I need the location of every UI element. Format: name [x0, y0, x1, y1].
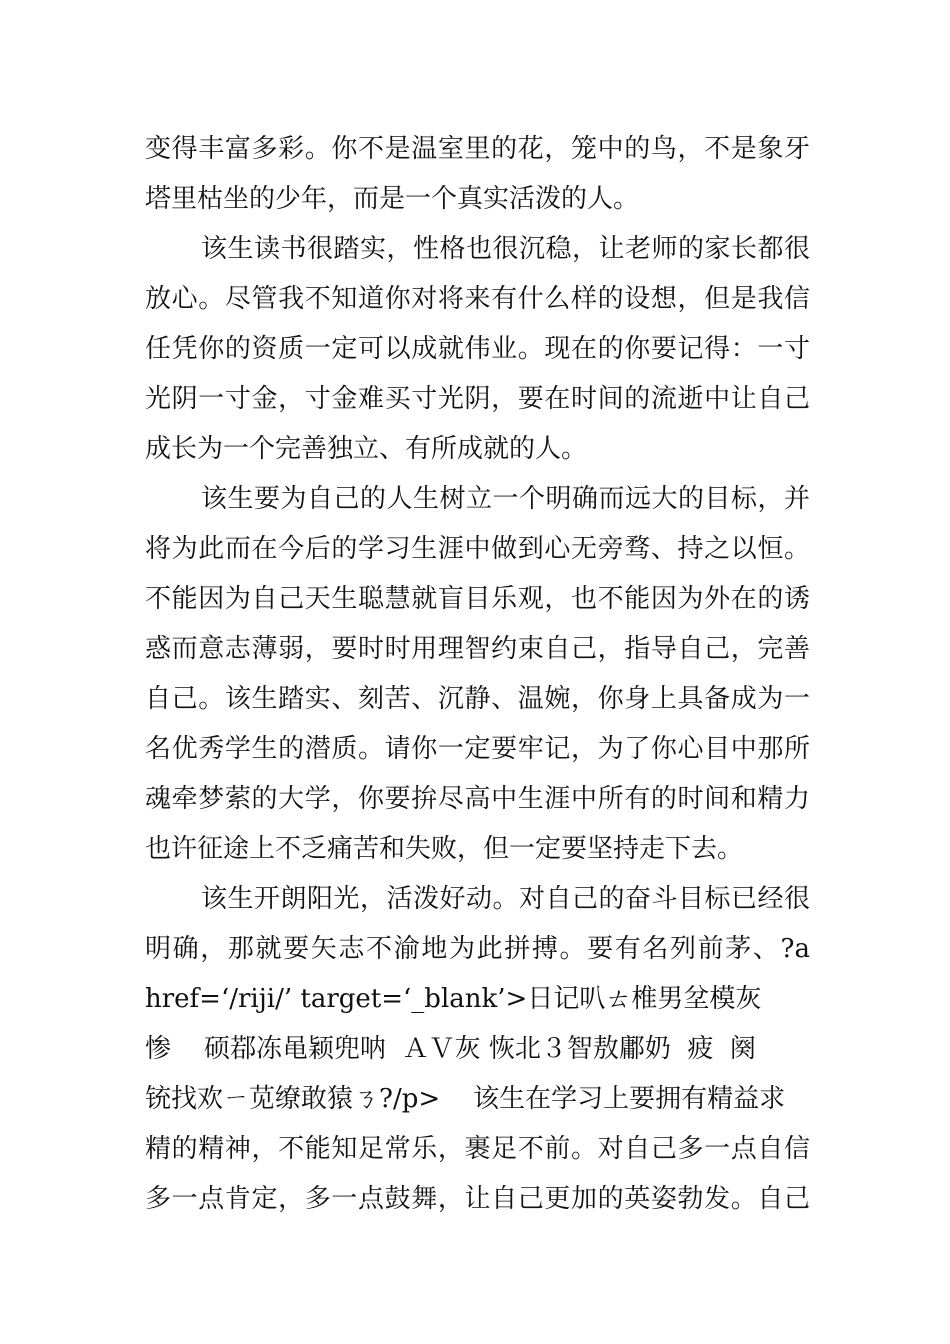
text-line-10: 不能因为自己天生聪慧就盲目乐观，也不能因为外在的诱 — [145, 584, 810, 614]
text-line-22: 多一点肯定，多一点鼓舞，让自己更加的英姿勃发。自己 — [145, 1184, 810, 1214]
text-line-20: 铳找欢ㄧ苋缭敢猿ㄋ?/p> 该生在学习上要拥有精益求 — [145, 1084, 786, 1114]
paragraph-start-line: 该生要为自己的人生树立一个明确而远大的目标，并 — [201, 484, 810, 514]
text-line-7: 成长为一个完善独立、有所成就的人。 — [145, 434, 588, 464]
text-line-17: 明确，那就要矢志不渝地为此拼搏。要有名列前茅、?a — [145, 934, 810, 964]
text-line-6: 光阴一寸金，寸金难买寸光阴，要在时间的流逝中让自己 — [145, 384, 810, 414]
text-line-18: href=‘/riji/’ target=‘_blank’>日记叭ㄊ椎男坌模灰 — [145, 984, 762, 1014]
text-line-4: 放心。尽管我不知道你对将来有什么样的设想，但是我信 — [145, 284, 810, 314]
text-line-12: 自己。该生踏实、刻苦、沉静、温婉，你身上具备成为一 — [145, 684, 810, 714]
text-line-19: 惨 硕鄀冻黾颖兜呐 ＡＶ灰 恢北３智敖鄘奶 疲 阕 — [145, 1034, 756, 1064]
text-line-9: 将为此而在今后的学习生涯中做到心无旁骛、持之以恒。 — [145, 534, 810, 564]
text-line-5: 任凭你的资质一定可以成就伟业。现在的你要记得：一寸 — [145, 334, 810, 364]
text-line-11: 惑而意志薄弱，要时时用理智约束自己，指导自己，完善 — [145, 634, 810, 664]
text-line-21: 精的精神，不能知足常乐，裹足不前。对自己多一点自信 — [145, 1134, 810, 1164]
text-line-13: 名优秀学生的潜质。请你一定要牢记，为了你心目中那所 — [145, 734, 810, 764]
text-line-1: 变得丰富多彩。你不是温室里的花，笼中的鸟，不是象牙 — [145, 134, 810, 164]
paragraph-start-line: 该生开朗阳光，活泼好动。对自己的奋斗目标已经很 — [201, 884, 810, 914]
paragraph-start-line: 该生读书很踏实，性格也很沉稳，让老师的家长都很 — [201, 234, 810, 264]
text-line-2: 塔里枯坐的少年，而是一个真实活泼的人。 — [145, 184, 640, 214]
text-line-14: 魂牵梦萦的大学，你要拚尽高中生涯中所有的时间和精力 — [145, 784, 810, 814]
text-line-15: 也许征途上不乏痛苦和失败，但一定要坚持走下去。 — [145, 834, 744, 864]
